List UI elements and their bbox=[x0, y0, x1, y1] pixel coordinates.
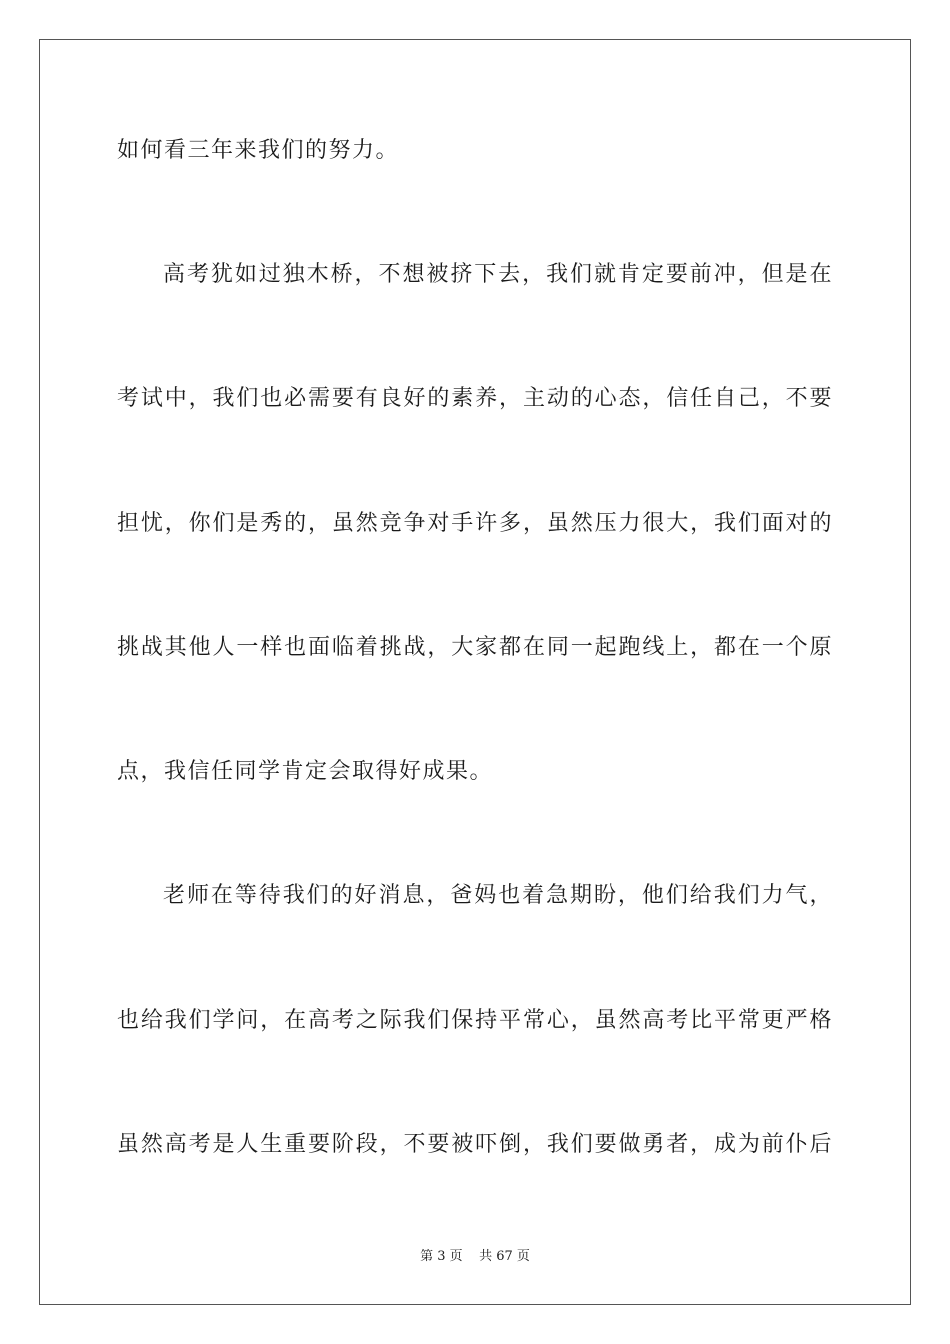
text-line-6: 点，我信任同学肯定会取得好成果。 bbox=[117, 759, 494, 784]
page-number-footer: 第 3 页 共 67 页 bbox=[420, 1249, 530, 1264]
text-line-8: 也给我们学问，在高考之际我们保持平常心，虽然高考比平常更严格 bbox=[117, 1008, 833, 1033]
text-line-4: 担忧，你们是秀的，虽然竞争对手许多，虽然压力很大，我们面对的 bbox=[117, 511, 833, 536]
text-line-9: 虽然高考是人生重要阶段，不要被吓倒，我们要做勇者，成为前仆后 bbox=[117, 1132, 833, 1157]
text-line-1: 如何看三年来我们的努力。 bbox=[117, 138, 400, 163]
text-line-3: 考试中，我们也必需要有良好的素养，主动的心态，信任自己，不要 bbox=[117, 386, 833, 411]
text-line-5: 挑战其他人一样也面临着挑战，大家都在同一起跑线上，都在一个原 bbox=[117, 635, 833, 660]
paragraph-start-line: 高考犹如过独木桥，不想被挤下去，我们就肯定要前冲，但是在 bbox=[163, 262, 833, 287]
paragraph-start-line: 老师在等待我们的好消息，爸妈也着急期盼，他们给我们力气， bbox=[163, 883, 833, 908]
page-border bbox=[39, 39, 911, 1305]
